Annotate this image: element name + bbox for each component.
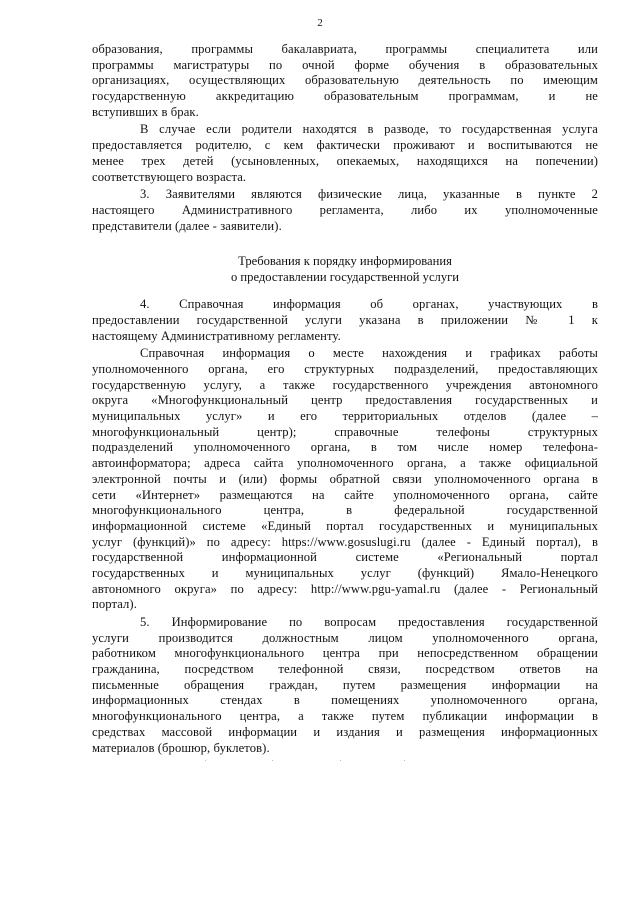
text-line: образования, программы бакалавриата, программы специалитета или (92, 42, 598, 56)
text-line: письменные обращения граждан, путем размещения информации на (92, 677, 598, 692)
paragraph-5-informing (92, 615, 598, 756)
document-body (92, 42, 598, 758)
paragraph-location-schedule (92, 346, 598, 613)
section-heading-line-1: Требования к порядку информирования (238, 254, 452, 269)
section-heading (92, 253, 598, 285)
text-line: 5. Информирование по вопросам предоставления государственной (140, 615, 598, 629)
text-line: электронной почты и (или) формы обратной связи уполномоченного органа в (92, 471, 598, 486)
text-line: организациях, осуществляющих образовательную деятельность по имеющим (92, 73, 598, 88)
text-line: гражданина, посредством телефонной связи, посредством ответов на (92, 662, 598, 677)
text-line: многофункционального центра, в федеральной государственной (92, 503, 598, 518)
text-line: округа «Многофункциональный центр предоставления государственных и (92, 393, 598, 408)
text-line: настоящему Административному регламенту. (92, 328, 341, 343)
text-line: соответствующего возраста. (92, 169, 247, 184)
text-line: 4. Справочная информация об органах, участвующих в (140, 297, 598, 312)
text-line: 3. Заявителями являются физические лица, указанные в пункте 2 (140, 187, 598, 202)
text-line: Справочная информация о месте нахождения и графиках работы (140, 346, 598, 361)
text-line: государственную услугу, а также государственного учреждения автономного (92, 377, 598, 392)
text-line: сети «Интернет» размещаются на сайте уполномоченного органа, сайте (92, 487, 598, 502)
text-line: услуг (функций)» по адресу: https://www.gosuslugi.ru (далее - Единый портал), в (92, 534, 598, 549)
text-line: менее трех детей (усыновленных, опекаемых, находящихся на попечении) (92, 153, 598, 168)
text-line: информационных стендах в помещениях уполномоченного органа, (92, 693, 598, 708)
text-line: государственную аккредитацию образовательным программам, и не (92, 89, 598, 104)
paragraph-education-continuation (92, 42, 598, 120)
text-line: подразделений уполномоченного органа, в том числе номер телефона- (92, 440, 598, 455)
text-line: автоинформатора; адреса сайта уполномоченного органа, а также официальной (92, 456, 598, 471)
text-line: материалов (брошюр, буклетов). (92, 740, 270, 755)
text-line: многофункциональный центр); справочные телефоны структурных (92, 424, 598, 439)
text-line: работником многофункционального центра при непосредственном обращении (92, 646, 598, 661)
text-line: автономного округа» по адресу: http://www.pgu-yamal.ru (далее - Региональный (92, 581, 598, 596)
text-line: государственных и муниципальных услуг (функций) Ямало-Ненецкого (92, 565, 598, 580)
page-number: 2 (317, 17, 323, 29)
paragraph-4-reference-info (92, 297, 598, 344)
paragraph-divorced-parents (92, 122, 598, 185)
text-line: информационной системе «Единый портал государственных и муниципальных (92, 518, 598, 533)
text-line: муниципальных услуг» и его территориальных отделов (далее – (92, 409, 598, 424)
text-line: средствах массовой информации и издания и размещения информационных (92, 724, 598, 739)
text-line: вступивших в брак. (92, 104, 199, 119)
text-line: настоящего Административного регламента, либо их уполномоченные (92, 202, 598, 217)
section-heading-line-2: о предоставлении государственной услуги (230, 270, 460, 285)
text-line: портал). (92, 597, 137, 612)
paragraph-3-applicants (92, 187, 598, 234)
text-line: программы магистратуры по очной форме обучения в образовательных (92, 57, 598, 72)
text-line: многофункционального центра, а также путем публикации информации в (92, 709, 598, 724)
text-line: услуги производится должностным лицом уполномоченного органа, (92, 630, 598, 645)
text-line: предоставляется родителю, с кем фактически проживают и воспитываются не (92, 138, 598, 153)
text-line: государственной информационной системе «Региональный портал (92, 550, 598, 565)
scan-artifacts (0, 760, 640, 762)
text-line: представители (далее - заявители). (92, 218, 282, 233)
text-line: предоставлении государственной услуги указана в приложении № 1 к (92, 312, 598, 327)
text-line: уполномоченного органа, его структурных подразделений, предоставляющих (92, 362, 598, 376)
text-line: В случае если родители находятся в разводе, то государственная услуга (140, 122, 598, 137)
